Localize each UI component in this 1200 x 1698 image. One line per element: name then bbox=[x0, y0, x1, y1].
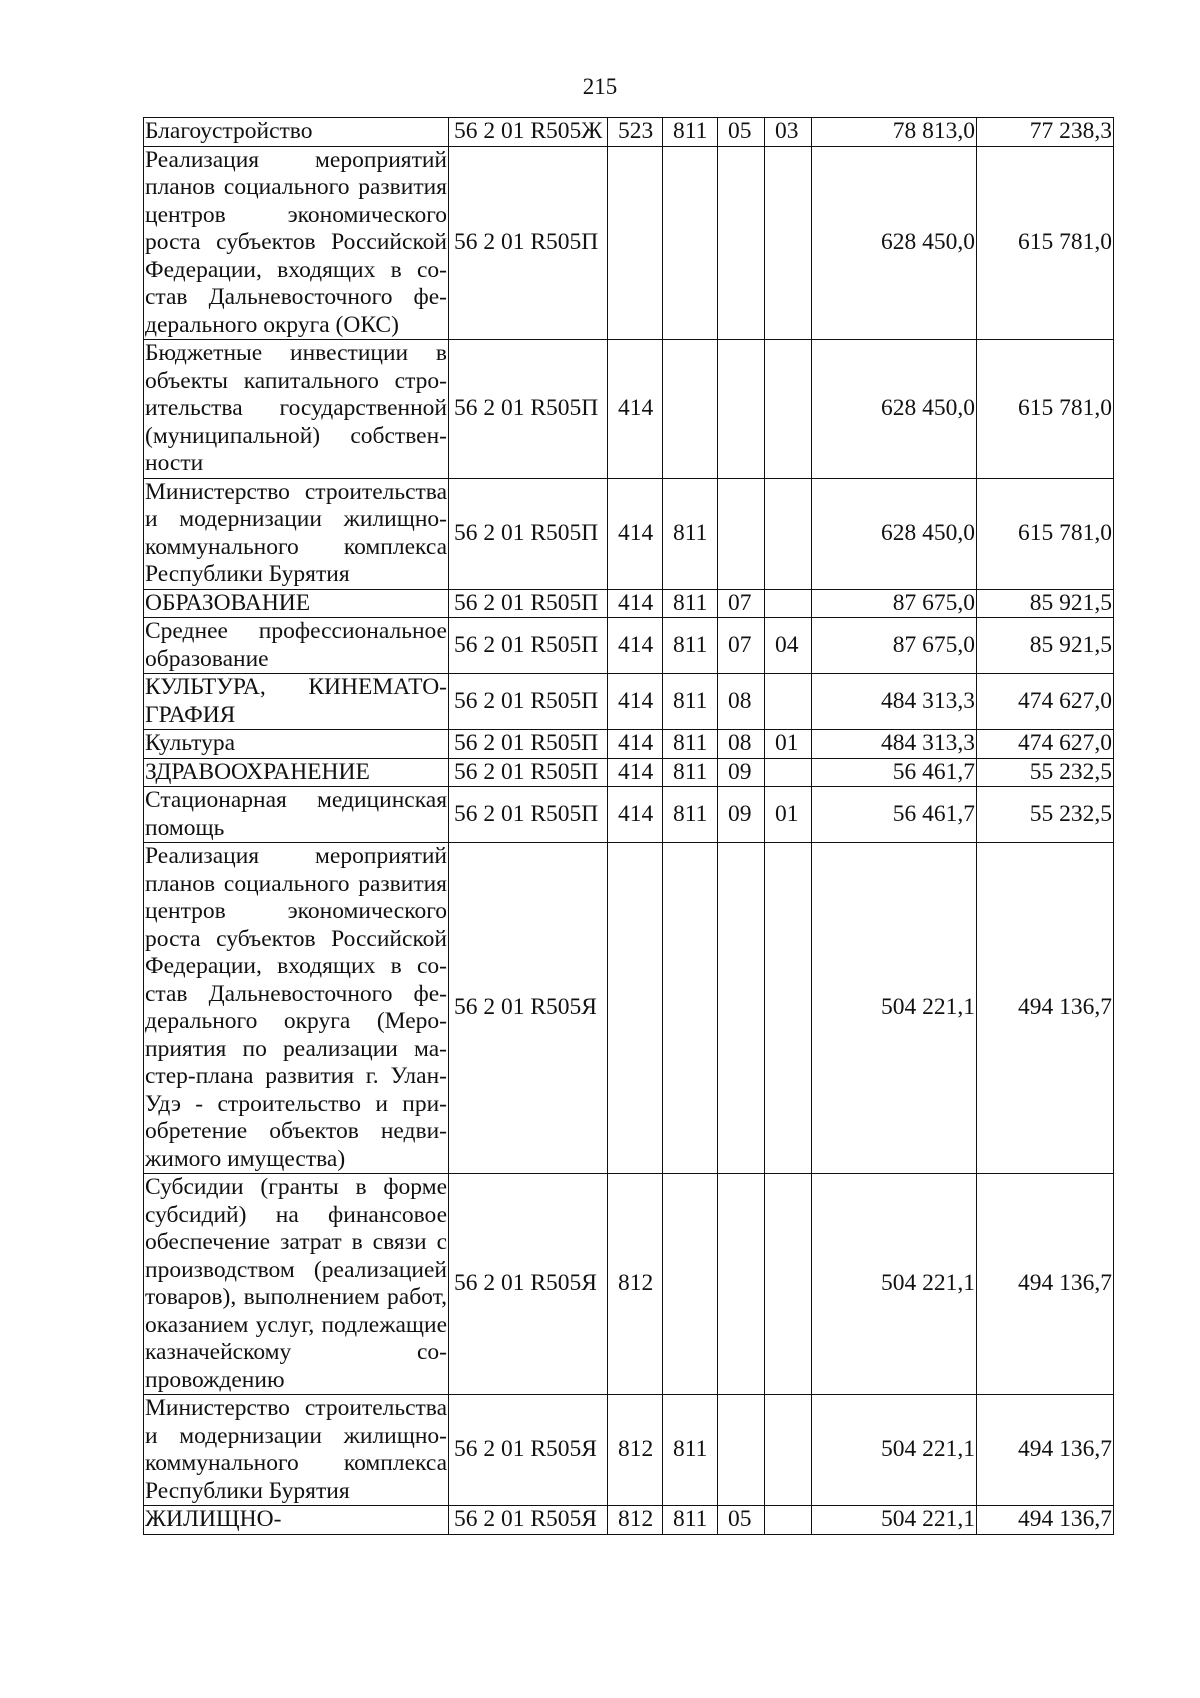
expense-type-cell: 414 bbox=[608, 730, 663, 759]
section-cell: 08 bbox=[718, 730, 765, 759]
subsection-cell bbox=[765, 1395, 812, 1506]
amount-year1-cell: 87 675,0 bbox=[812, 589, 977, 618]
page-number: 215 bbox=[582, 74, 618, 99]
section-cell: 07 bbox=[718, 618, 765, 674]
target-code-cell: 56 2 01 R505Я bbox=[449, 1395, 608, 1506]
expense-type-cell: 523 bbox=[608, 118, 663, 147]
expense-type-cell bbox=[608, 843, 663, 1174]
amount-year2-cell: 615 781,0 bbox=[977, 340, 1114, 479]
amount-year2-cell: 474 627,0 bbox=[977, 730, 1114, 759]
table-row bbox=[144, 1174, 1114, 1395]
expense-name-cell: Министерство строительства и модернизации жилищно-коммунального комплекса Республики Бурятия bbox=[145, 478, 447, 587]
subsection-cell: 01 bbox=[765, 730, 812, 759]
expense-name-cell: Реализация мероприятий планов социального развития центров экономического роста субъектов Российской Федерации, входящих в состав Дальневосточного федерального округа (ОКС) bbox=[145, 146, 447, 338]
subsection-cell bbox=[765, 478, 812, 589]
amount-year1-cell: 628 450,0 bbox=[812, 478, 977, 589]
expense-name-cell: Среднее профессиональное образование bbox=[145, 618, 447, 672]
amount-year1-cell: 504 221,1 bbox=[812, 1174, 977, 1395]
expense-type-cell: 414 bbox=[608, 674, 663, 730]
table-row bbox=[144, 787, 1114, 843]
amount-year1-cell: 504 221,1 bbox=[812, 1395, 977, 1506]
ministry-code-cell bbox=[663, 146, 718, 340]
table-row bbox=[144, 589, 1114, 618]
section-cell: 05 bbox=[718, 1506, 765, 1535]
target-code-cell: 56 2 01 R505П bbox=[449, 589, 608, 618]
ministry-code-cell bbox=[663, 340, 718, 479]
subsection-cell: 03 bbox=[765, 118, 812, 147]
expense-type-cell: 812 bbox=[608, 1506, 663, 1535]
table-row bbox=[144, 758, 1114, 787]
amount-year2-cell: 494 136,7 bbox=[977, 1174, 1114, 1395]
expense-name-cell: Благоустройство bbox=[144, 118, 449, 147]
expense-type-cell bbox=[608, 146, 663, 340]
subsection-cell bbox=[765, 340, 812, 479]
target-code-cell: 56 2 01 R505П bbox=[449, 674, 608, 730]
amount-year1-cell: 78 813,0 bbox=[812, 118, 977, 147]
table-row bbox=[144, 1506, 1114, 1535]
amount-year1-cell: 484 313,3 bbox=[812, 674, 977, 730]
amount-year2-cell: 55 232,5 bbox=[977, 787, 1114, 843]
expense-name-cell: КУЛЬТУРА, КИНЕМАТОГРАФИЯ bbox=[145, 674, 447, 728]
section-cell bbox=[718, 1174, 765, 1395]
section-cell: 09 bbox=[718, 758, 765, 787]
section-cell bbox=[718, 843, 765, 1174]
target-code-cell: 56 2 01 R505П bbox=[449, 787, 608, 843]
target-code-cell: 56 2 01 R505П bbox=[449, 340, 608, 479]
amount-year1-cell: 628 450,0 bbox=[812, 146, 977, 340]
expense-name-cell: Министерство строительства и модернизации жилищно-коммунального комплекса Республики Бурятия bbox=[145, 1395, 447, 1504]
amount-year2-cell: 615 781,0 bbox=[977, 146, 1114, 340]
ministry-code-cell: 811 bbox=[663, 478, 718, 589]
table-row bbox=[144, 618, 1114, 674]
amount-year2-cell: 85 921,5 bbox=[977, 589, 1114, 618]
ministry-code-cell: 811 bbox=[663, 1506, 718, 1535]
ministry-code-cell: 811 bbox=[663, 589, 718, 618]
subsection-cell bbox=[765, 758, 812, 787]
subsection-cell: 01 bbox=[765, 787, 812, 843]
budget-table bbox=[143, 117, 1114, 1535]
expense-type-cell: 414 bbox=[608, 340, 663, 479]
amount-year2-cell: 494 136,7 bbox=[977, 1506, 1114, 1535]
expense-type-cell: 414 bbox=[608, 478, 663, 589]
target-code-cell: 56 2 01 R505П bbox=[449, 478, 608, 589]
expense-type-cell: 414 bbox=[608, 589, 663, 618]
target-code-cell: 56 2 01 R505П bbox=[449, 618, 608, 674]
section-cell bbox=[718, 146, 765, 340]
expense-name-cell: Субсидии (гранты в форме субсидий) на финансовое обеспечение затрат в связи с производством (реализацией товаров), выполнением работ, оказанием услуг, подлежащие казначейскому сопровождению bbox=[145, 1174, 447, 1393]
subsection-cell: 04 bbox=[765, 618, 812, 674]
ministry-code-cell: 811 bbox=[663, 787, 718, 843]
amount-year2-cell: 615 781,0 bbox=[977, 478, 1114, 589]
amount-year2-cell: 494 136,7 bbox=[977, 1395, 1114, 1506]
table-row bbox=[144, 674, 1114, 730]
ministry-code-cell: 811 bbox=[663, 618, 718, 674]
expense-type-cell: 812 bbox=[608, 1395, 663, 1506]
ministry-code-cell bbox=[663, 1174, 718, 1395]
ministry-code-cell: 811 bbox=[663, 674, 718, 730]
ministry-code-cell: 811 bbox=[663, 1395, 718, 1506]
table-row bbox=[144, 730, 1114, 759]
target-code-cell: 56 2 01 R505П bbox=[449, 146, 608, 340]
section-cell: 08 bbox=[718, 674, 765, 730]
expense-name-cell: Культура bbox=[144, 730, 449, 759]
table-row bbox=[144, 478, 1114, 589]
amount-year1-cell: 56 461,7 bbox=[812, 787, 977, 843]
section-cell bbox=[718, 478, 765, 589]
amount-year1-cell: 504 221,1 bbox=[812, 843, 977, 1174]
target-code-cell: 56 2 01 R505Я bbox=[449, 1174, 608, 1395]
expense-name-cell: ЖИЛИЩНО- bbox=[144, 1506, 449, 1535]
ministry-code-cell bbox=[663, 843, 718, 1174]
table-body bbox=[144, 118, 1114, 1535]
expense-type-cell: 414 bbox=[608, 758, 663, 787]
expense-name-cell: Стационарная медицинская помощь bbox=[145, 787, 447, 841]
target-code-cell: 56 2 01 R505П bbox=[449, 730, 608, 759]
table-row bbox=[144, 1395, 1114, 1506]
expense-name-cell: Бюджетные инвестиции в объекты капитального строительства государственной (муниципальной) собственности bbox=[145, 340, 447, 476]
target-code-cell: 56 2 01 R505Ж bbox=[449, 118, 608, 147]
subsection-cell bbox=[765, 1174, 812, 1395]
ministry-code-cell: 811 bbox=[663, 730, 718, 759]
table-row bbox=[144, 146, 1114, 340]
section-cell: 09 bbox=[718, 787, 765, 843]
section-cell bbox=[718, 340, 765, 479]
amount-year2-cell: 494 136,7 bbox=[977, 843, 1114, 1174]
subsection-cell bbox=[765, 589, 812, 618]
expense-type-cell: 414 bbox=[608, 787, 663, 843]
amount-year1-cell: 628 450,0 bbox=[812, 340, 977, 479]
expense-type-cell: 414 bbox=[608, 618, 663, 674]
target-code-cell: 56 2 01 R505Я bbox=[449, 1506, 608, 1535]
table-row bbox=[144, 843, 1114, 1174]
amount-year2-cell: 85 921,5 bbox=[977, 618, 1114, 674]
table-row bbox=[144, 118, 1114, 147]
amount-year2-cell: 77 238,3 bbox=[977, 118, 1114, 147]
ministry-code-cell: 811 bbox=[663, 758, 718, 787]
ministry-code-cell: 811 bbox=[663, 118, 718, 147]
amount-year2-cell: 55 232,5 bbox=[977, 758, 1114, 787]
section-cell: 07 bbox=[718, 589, 765, 618]
target-code-cell: 56 2 01 R505П bbox=[449, 758, 608, 787]
section-cell bbox=[718, 1395, 765, 1506]
table-row bbox=[144, 340, 1114, 479]
amount-year1-cell: 87 675,0 bbox=[812, 618, 977, 674]
subsection-cell bbox=[765, 843, 812, 1174]
target-code-cell: 56 2 01 R505Я bbox=[449, 843, 608, 1174]
expense-name-cell: ЗДРАВООХРАНЕНИЕ bbox=[144, 758, 449, 787]
section-cell: 05 bbox=[718, 118, 765, 147]
expense-name-cell: Реализация мероприятий планов социального развития центров экономического роста субъектов Российской Федерации, входящих в состав Дальневосточного федерального округа (Мероприятия по реализации мастер-плана развития г. Улан-Удэ - строительство и приобретение объектов недвижимого имущества) bbox=[145, 843, 447, 1172]
subsection-cell bbox=[765, 146, 812, 340]
expense-type-cell: 812 bbox=[608, 1174, 663, 1395]
expense-name-cell: ОБРАЗОВАНИЕ bbox=[144, 589, 449, 618]
amount-year2-cell: 474 627,0 bbox=[977, 674, 1114, 730]
amount-year1-cell: 56 461,7 bbox=[812, 758, 977, 787]
subsection-cell bbox=[765, 1506, 812, 1535]
amount-year1-cell: 504 221,1 bbox=[812, 1506, 977, 1535]
subsection-cell bbox=[765, 674, 812, 730]
amount-year1-cell: 484 313,3 bbox=[812, 730, 977, 759]
